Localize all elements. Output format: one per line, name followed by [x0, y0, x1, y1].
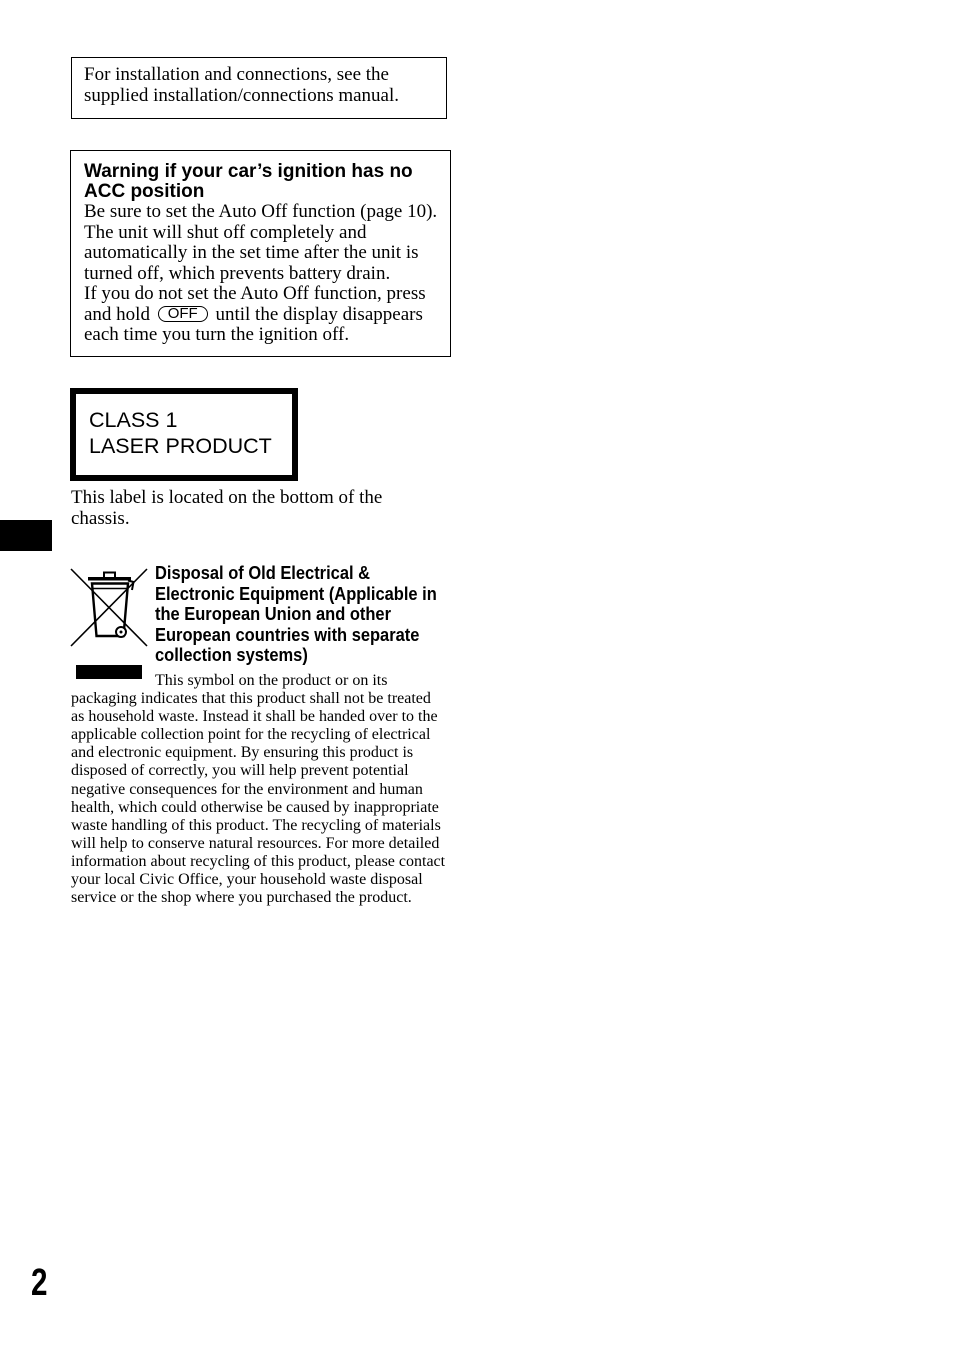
laser-class-label: [70, 388, 298, 481]
disposal-heading: [155, 563, 437, 666]
disposal-heading-line: Electronic Equipment (Applicable in: [155, 582, 437, 604]
warning-body-line: automatically in the set time after the unit is: [84, 242, 419, 263]
crossed-out-bin-icon: [68, 566, 150, 650]
disposal-body-line: as household waste. Instead it shall be handed over to the: [71, 708, 438, 726]
warning-title: [84, 162, 450, 202]
disposal-body-line: negative consequences for the environment and human: [71, 780, 423, 798]
notice-line: For installation and connections, see the: [84, 64, 389, 85]
disposal-body-line: waste handling of this product. The recycling of materials: [71, 816, 441, 834]
bin-handle: [104, 573, 115, 578]
laser-label-line: CLASS 1: [89, 408, 178, 432]
section-tab-marker: [0, 520, 52, 551]
warning-body-line: [84, 305, 450, 326]
disposal-heading-line: Disposal of Old Electrical &: [155, 562, 371, 583]
acc-warning-box: [70, 150, 451, 357]
disposal-body-line: disposed of correctly, you will help prevent potential: [71, 762, 409, 780]
laser-label-caption: [71, 488, 382, 529]
warning-body: [84, 202, 450, 346]
warning-body-line: Be sure to set the Auto Off function (page 10).: [84, 201, 438, 222]
disposal-heading-line: collection systems): [155, 644, 308, 665]
disposal-body-line: and electronic equipment. By ensuring this product is: [71, 744, 414, 762]
hold-prefix-text: and hold: [84, 303, 150, 325]
disposal-body-line: health, which could otherwise be caused by inappropriate: [71, 798, 439, 816]
laser-caption-line: This label is located on the bottom of the: [71, 487, 383, 508]
warning-body-line: The unit will shut off completely and: [84, 221, 367, 243]
warning-body-line: If you do not set the Auto Off function, press: [84, 283, 426, 304]
disposal-body-line: applicable collection point for the recycling of electrical: [71, 726, 431, 744]
disposal-body-line: your local Civic Office, your household waste disposal: [71, 871, 423, 889]
bin-lid: [88, 577, 131, 581]
disposal-body-line: packaging indicates that this product shall not be treated: [71, 690, 431, 708]
warning-body-line: each time you turn the ignition off.: [84, 324, 350, 345]
disposal-body-line: will help to conserve natural resources. For more detailed: [71, 834, 440, 852]
laser-label-line: LASER PRODUCT: [89, 434, 272, 458]
page-number: 2: [31, 1262, 48, 1304]
disposal-heading-line: the European Union and other: [155, 603, 392, 624]
installation-notice-box: [71, 57, 447, 119]
laser-caption-line: chassis.: [71, 507, 130, 529]
warning-title-line: Warning if your car’s ignition has no: [84, 161, 413, 182]
disposal-body-line: information about recycling of this product, please contact: [71, 852, 446, 870]
disposal-body-line: This symbol on the product or on its: [155, 672, 388, 689]
warning-body-line: turned off, which prevents battery drain.: [84, 262, 391, 284]
disposal-heading-line: European countries with separate: [155, 623, 420, 645]
disposal-body: [71, 672, 445, 907]
warning-title-line: ACC position: [84, 181, 205, 202]
off-key-badge: OFF: [158, 306, 208, 322]
hold-suffix-text: until the display disappears: [215, 303, 423, 325]
disposal-body-line: service or the shop where you purchased the product.: [71, 889, 412, 907]
bin-wheel-hub: [120, 631, 123, 634]
notice-line: supplied installation/connections manual.: [84, 84, 400, 106]
